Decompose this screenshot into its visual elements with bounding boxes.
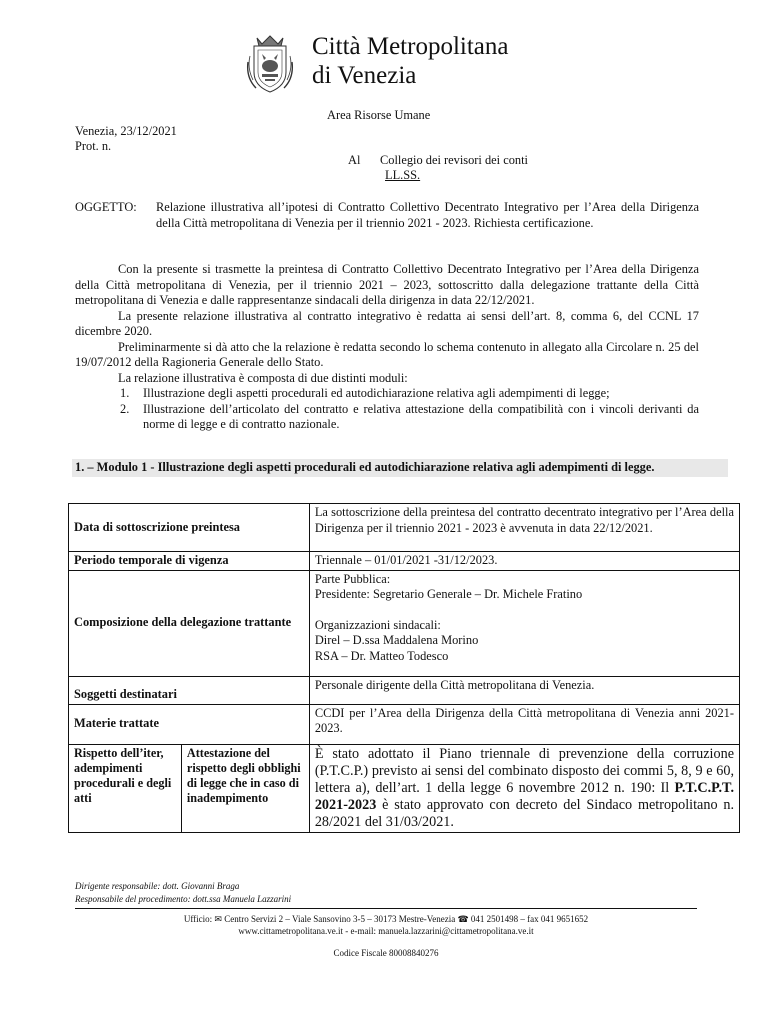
table-value-cell: Personale dirigente della Città metropolitana di Venezia. xyxy=(309,676,739,704)
body-paragraph: Preliminarmente si dà atto che la relazione è redatta secondo lo schema contenuto in allegato alla Circolare n. 25 del 19/07/2012 della Ragioneria Generale dello Stato. xyxy=(75,339,699,369)
list-item xyxy=(120,402,699,433)
subject-label: OGGETTO: xyxy=(75,200,137,214)
section-heading: 1. – Modulo 1 - Illustrazione degli aspetti procedurali ed autodichiarazione relativa agli adempimenti di legge. xyxy=(72,459,728,477)
list-item-number: 1. xyxy=(120,386,130,400)
footer-office-contacts: www.cittametropolitana.ve.it - e-mail: manuela.lazzarini@cittametropolitana.ve.it xyxy=(238,926,534,936)
organization-name xyxy=(312,32,508,90)
spacer xyxy=(315,603,734,618)
ptcp-text-1: È stato adottato il Piano triennale di prevenzione della corruzione (P.T.C.P.) previsto ai sensi del combinato disposto dei commi 5, 8, 9 e 60, lettera a), dell’art. 1 della legge 6 novembre 2012 n. 190: Il xyxy=(314,745,734,796)
footer-responsabile: Responsabile del procedimento: dott.ssa Manuela Lazzarini xyxy=(75,894,292,904)
table-value-cell xyxy=(309,570,739,676)
organization-name-line2: di Venezia xyxy=(312,62,417,89)
footer-responsibles xyxy=(75,880,291,906)
subject-text: Relazione illustrativa all’ipotesi di Contratto Collettivo Decentrato Integrativo per l’Area della Dirigenza della Città metropolitana di Venezia per il triennio 2021 - 2023. Richiesta certificazione. xyxy=(156,200,699,230)
delegation-unions-label: Organizzazioni sindacali: xyxy=(314,617,441,632)
delegation-public-label: Parte Pubblica: xyxy=(314,571,391,586)
table-row xyxy=(69,704,740,744)
list-item-number: 2. xyxy=(120,401,130,416)
department-name: Area Risorse Umane xyxy=(327,108,431,122)
body-paragraph: La presente relazione illustrativa al contratto integrativo è redatta ai sensi dell’art. 8, comma 6, del CCNL 17 dicembre 2020. xyxy=(75,308,699,338)
organization-name-line1: Città Metropolitana xyxy=(312,33,509,60)
coat-of-arms-icon xyxy=(244,32,296,96)
table-value-cell: CCDI per l’Area della Dirigenza della Città metropolitana di Venezia anni 2021-2023. xyxy=(309,704,739,744)
ptcp-text-2: è stato approvato con decreto del Sindaco metropolitano n. 28/2021 del 31/03/2021. xyxy=(314,796,734,830)
delegation-president: Presidente: Segretario Generale – Dr. Michele Fratino xyxy=(314,587,583,601)
footer-office xyxy=(75,913,697,937)
list-item-text: Illustrazione degli aspetti procedurali ed autodichiarazione relativa agli adempimenti di legge; xyxy=(143,386,610,400)
protocol-number: Prot. n. xyxy=(75,139,112,153)
footer-divider xyxy=(75,908,697,909)
table-row xyxy=(69,552,740,571)
table-row xyxy=(69,570,740,676)
recipient-sub: LL.SS. xyxy=(385,168,421,182)
info-table xyxy=(68,503,740,833)
table-label-cell: Soggetti destinatari xyxy=(69,676,310,704)
footer-tax-code: Codice Fiscale 80008840276 xyxy=(333,948,439,958)
table-label-cell: Attestazione del rispetto degli obblighi di legge che in caso di inadempimento xyxy=(181,744,309,832)
table-row xyxy=(69,504,740,552)
table-label-cell: Rispetto dell’iter, adempimenti procedurali e degli atti xyxy=(69,744,182,832)
letter-date: Venezia, 23/12/2021 xyxy=(75,124,177,138)
body-paragraph: Con la presente si trasmette la preintesa di Contratto Collettivo Decentrato Integrativo per l’Area della Dirigenza della Città metropolitana di Venezia, per il triennio 2021 – 2023, sottoscritto dalla delegazione trattante della Città metropolitana di Venezia e dalle rappresentanze sindacali della dirigenza in data 22/12/2021. xyxy=(75,262,699,307)
modules-list xyxy=(120,386,699,433)
ptcp-title: P.T.C.P.T. 2021-2023 xyxy=(314,779,734,813)
delegation-union-direl: Direl – D.ssa Maddalena Morino xyxy=(314,633,479,647)
letter-body xyxy=(75,262,699,433)
table-value-cell: Triennale – 01/01/2021 -31/12/2023. xyxy=(309,552,739,571)
recipient-label: Al xyxy=(348,153,361,167)
table-value-cell xyxy=(309,744,739,832)
recipient-name: Collegio dei revisori dei conti xyxy=(380,153,528,167)
list-item xyxy=(120,386,699,402)
list-item-text: Illustrazione dell’articolato del contratto e relativa attestazione della compatibilità con i vincoli derivanti da norme di legge e di contratto nazionale. xyxy=(143,401,699,431)
table-value-cell: La sottoscrizione della preintesa del contratto decentrato integrativo per l’Area della Dirigenza per il triennio 2021 - 2023 è avvenuta in data 22/12/2021. xyxy=(309,504,739,552)
table-label-cell: Periodo temporale di vigenza xyxy=(69,552,310,571)
table-label-cell: Data di sottoscrizione preintesa xyxy=(69,504,310,552)
footer-office-address: Ufficio: ✉ Centro Servizi 2 – Viale Sansovino 3-5 – 30173 Mestre-Venezia ☎ 041 2501498 – fax 041 9651652 xyxy=(183,914,589,924)
footer-dirigente: Dirigente responsabile: dott. Giovanni Braga xyxy=(75,881,240,891)
table-label-cell: Materie trattate xyxy=(69,704,310,744)
table-row xyxy=(69,744,740,832)
letterhead xyxy=(240,32,580,102)
delegation-union-rsa: RSA – Dr. Matteo Todesco xyxy=(314,648,449,663)
table-label-cell: Composizione della delegazione trattante xyxy=(69,570,310,676)
table-row xyxy=(69,676,740,704)
body-paragraph: La relazione illustrativa è composta di due distinti moduli: xyxy=(118,370,408,385)
